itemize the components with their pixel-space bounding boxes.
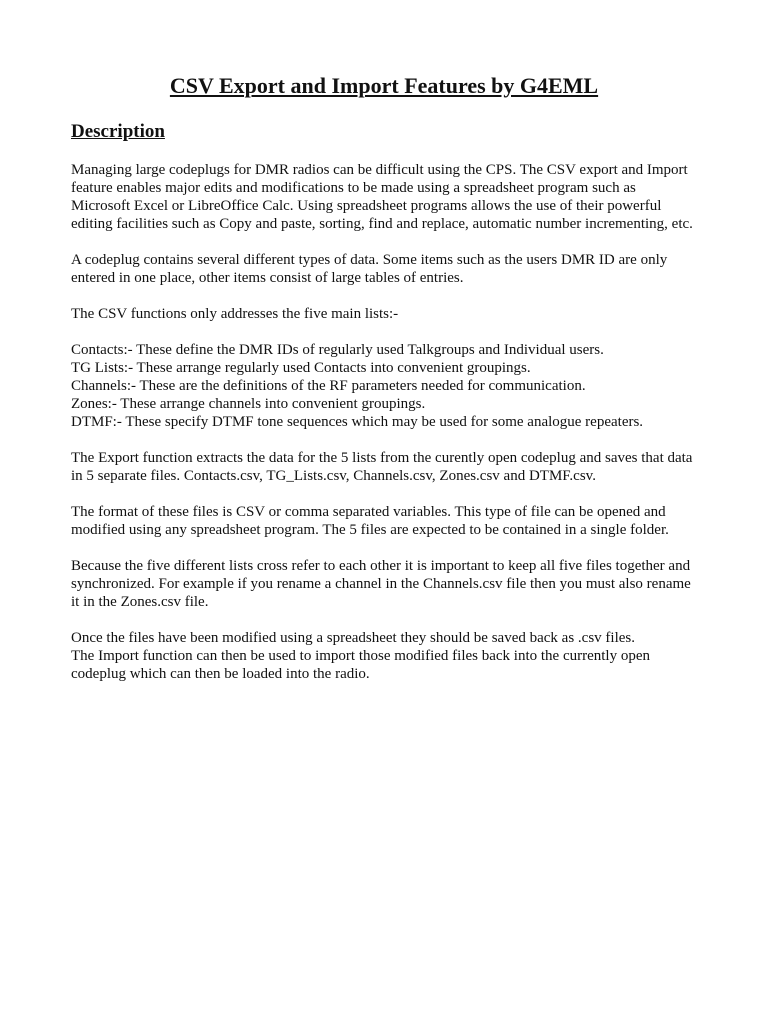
text-line: feature enables major edits and modifications to be made using a spreadsheet program such as bbox=[71, 180, 636, 196]
text-line: Managing large codeplugs for DMR radios can be difficult using the CPS. The CSV export and Import bbox=[71, 162, 688, 178]
body-text bbox=[71, 161, 697, 683]
text-line: codeplug which can then be loaded into the radio. bbox=[71, 666, 370, 682]
text-line: A codeplug contains several different types of data. Some items such as the users DMR ID are only bbox=[71, 252, 668, 268]
text-line: it in the Zones.csv file. bbox=[71, 594, 209, 610]
text-line: in 5 separate files. Contacts.csv, TG_Lists.csv, Channels.csv, Zones.csv and DTMF.csv. bbox=[71, 468, 596, 484]
list-definition-zones: Zones:- These arrange channels into convenient groupings. bbox=[71, 396, 426, 412]
text-line: synchronized. For example if you rename a channel in the Channels.csv file then you must also rename bbox=[71, 576, 691, 592]
paragraph-codeplug-data bbox=[71, 251, 697, 287]
text-line: editing facilities such as Copy and paste, sorting, find and replace, automatic number incrementing, etc. bbox=[71, 216, 693, 232]
text-line: The CSV functions only addresses the five main lists:- bbox=[71, 306, 399, 322]
text-line: Microsoft Excel or LibreOffice Calc. Using spreadsheet programs allows the use of their powerful bbox=[71, 198, 662, 214]
text-line: The format of these files is CSV or comma separated variables. This type of file can be opened and bbox=[71, 504, 666, 520]
list-definition-tg-lists: TG Lists:- These arrange regularly used Contacts into convenient groupings. bbox=[71, 360, 531, 376]
paragraph-export-function bbox=[71, 449, 697, 485]
text-line: modified using any spreadsheet program. The 5 files are expected to be contained in a single folder. bbox=[71, 522, 669, 538]
section-heading-description: Description bbox=[71, 121, 165, 142]
text-line: The Import function can then be used to import those modified files back into the currently open bbox=[71, 648, 651, 664]
text-line: entered in one place, other items consist of large tables of entries. bbox=[71, 270, 464, 286]
paragraph-synchronization bbox=[71, 557, 697, 611]
paragraph-import-function bbox=[71, 629, 697, 683]
list-definition-channels: Channels:- These are the definitions of the RF parameters needed for communication. bbox=[71, 378, 586, 394]
list-definition-contacts: Contacts:- These define the DMR IDs of regularly used Talkgroups and Individual users. bbox=[71, 342, 604, 358]
text-line: The Export function extracts the data for the 5 lists from the curently open codeplug and saves that data bbox=[71, 450, 693, 466]
text-line: Because the five different lists cross refer to each other it is important to keep all five files together and bbox=[71, 558, 691, 574]
paragraph-main-lists-intro bbox=[71, 305, 697, 323]
list-definition-dtmf: DTMF:- These specify DTMF tone sequences which may be used for some analogue repeaters. bbox=[71, 414, 644, 430]
text-line: Once the files have been modified using a spreadsheet they should be saved back as .csv files. bbox=[71, 630, 635, 646]
paragraph-intro bbox=[71, 161, 697, 233]
paragraph-list-definitions bbox=[71, 341, 697, 431]
document-title: CSV Export and Import Features by G4EML bbox=[169, 73, 599, 98]
paragraph-csv-format bbox=[71, 503, 697, 539]
